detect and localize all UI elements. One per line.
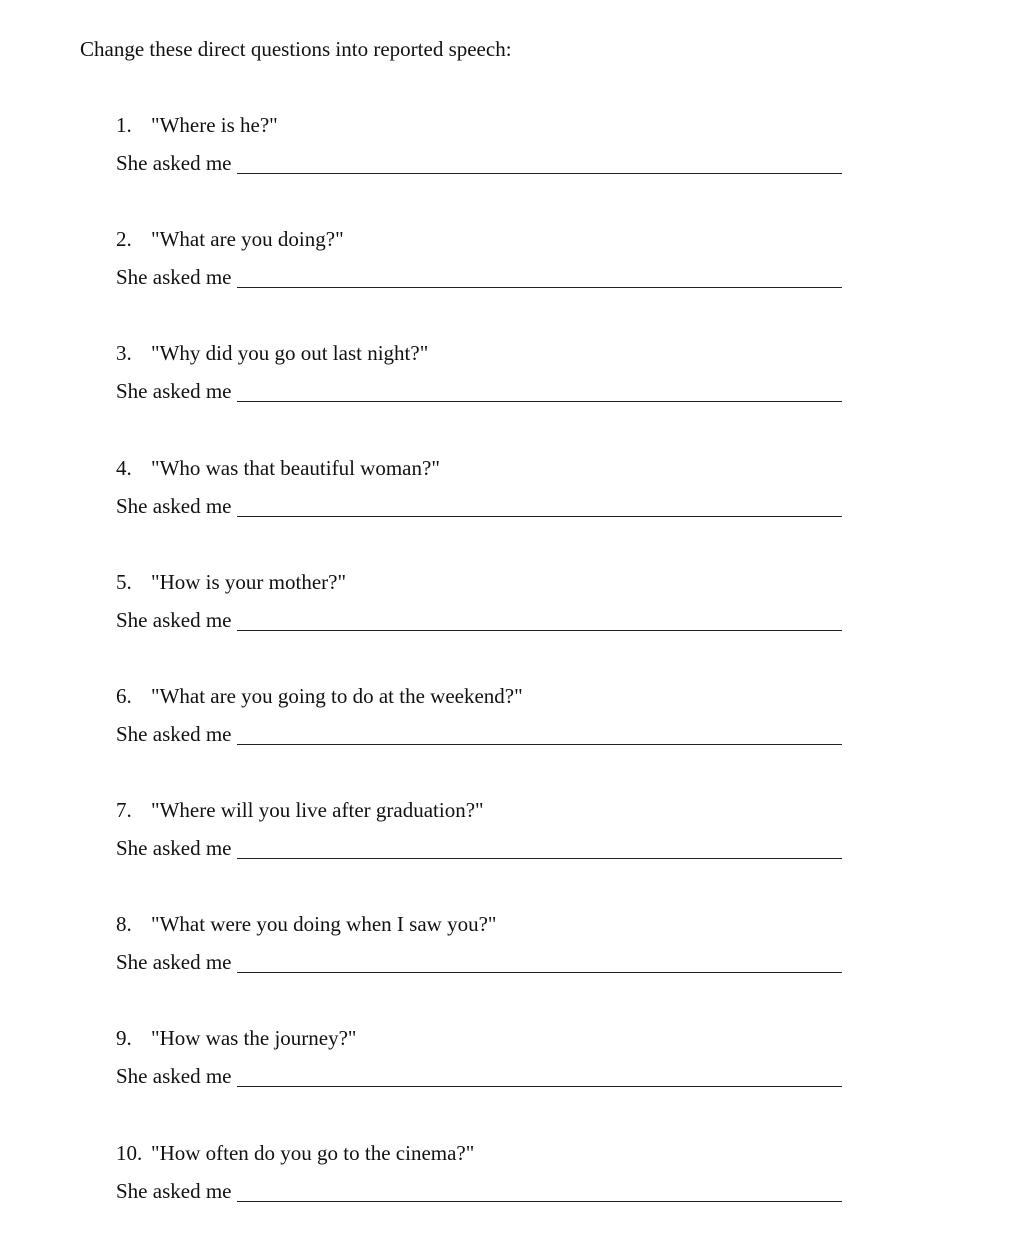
question-item-5 xyxy=(116,569,842,639)
answer-input-9[interactable] xyxy=(237,1064,842,1087)
answer-row xyxy=(116,378,842,404)
question-line xyxy=(116,340,428,366)
question-number: 3. xyxy=(116,341,132,365)
answer-row xyxy=(116,607,842,633)
answer-prompt: She asked me xyxy=(116,265,232,289)
answer-row xyxy=(116,264,842,290)
answer-prompt: She asked me xyxy=(116,836,232,860)
question-line xyxy=(116,112,278,138)
answer-input-8[interactable] xyxy=(237,950,842,973)
answer-row xyxy=(116,150,842,176)
question-number: 1. xyxy=(116,113,132,137)
answer-input-5[interactable] xyxy=(237,608,842,631)
answer-row xyxy=(116,835,842,861)
question-item-3 xyxy=(116,340,842,410)
question-line xyxy=(116,1140,474,1166)
answer-input-4[interactable] xyxy=(237,494,842,517)
question-text: "Who was that beautiful woman?" xyxy=(151,456,440,480)
instructions: Change these direct questions into reported speech: xyxy=(80,37,512,61)
question-text: "What are you going to do at the weekend?" xyxy=(151,684,523,708)
question-text: "How often do you go to the cinema?" xyxy=(151,1141,475,1165)
answer-row xyxy=(116,1178,842,1204)
question-line xyxy=(116,569,346,595)
question-item-4 xyxy=(116,455,842,525)
answer-prompt: She asked me xyxy=(116,1064,232,1088)
answer-prompt: She asked me xyxy=(116,494,232,518)
question-number: 8. xyxy=(116,912,132,936)
answer-input-3[interactable] xyxy=(237,379,842,402)
answer-prompt: She asked me xyxy=(116,379,232,403)
answer-input-7[interactable] xyxy=(237,836,842,859)
answer-prompt: She asked me xyxy=(116,950,232,974)
answer-row xyxy=(116,1063,842,1089)
question-item-7 xyxy=(116,797,842,867)
answer-row xyxy=(116,493,842,519)
question-item-2 xyxy=(116,226,842,296)
question-item-1 xyxy=(116,112,842,182)
question-number: 5. xyxy=(116,570,132,594)
question-line xyxy=(116,226,344,252)
question-number: 9. xyxy=(116,1026,132,1050)
question-item-10 xyxy=(116,1140,842,1210)
question-text: "How was the journey?" xyxy=(151,1026,357,1050)
question-item-6 xyxy=(116,683,842,753)
question-number: 6. xyxy=(116,684,132,708)
question-text: "Why did you go out last night?" xyxy=(151,341,429,365)
question-number: 10. xyxy=(116,1141,143,1165)
question-item-9 xyxy=(116,1025,842,1095)
question-line xyxy=(116,911,496,937)
question-text: "What were you doing when I saw you?" xyxy=(151,912,497,936)
answer-prompt: She asked me xyxy=(116,722,232,746)
question-line xyxy=(116,1025,357,1051)
question-text: "How is your mother?" xyxy=(151,570,347,594)
answer-prompt: She asked me xyxy=(116,1179,232,1203)
question-line xyxy=(116,683,523,709)
question-text: "Where will you live after graduation?" xyxy=(151,798,484,822)
answer-input-2[interactable] xyxy=(237,265,842,288)
question-number: 4. xyxy=(116,456,132,480)
answer-input-6[interactable] xyxy=(237,722,842,745)
answer-input-1[interactable] xyxy=(237,151,842,174)
question-text: "Where is he?" xyxy=(151,113,278,137)
question-number: 2. xyxy=(116,227,132,251)
question-line xyxy=(116,797,484,823)
answer-row xyxy=(116,949,842,975)
answer-row xyxy=(116,721,842,747)
question-text: "What are you doing?" xyxy=(151,227,344,251)
answer-prompt: She asked me xyxy=(116,608,232,632)
question-line xyxy=(116,455,440,481)
question-number: 7. xyxy=(116,798,132,822)
question-item-8 xyxy=(116,911,842,981)
answer-input-10[interactable] xyxy=(237,1179,842,1202)
answer-prompt: She asked me xyxy=(116,151,232,175)
